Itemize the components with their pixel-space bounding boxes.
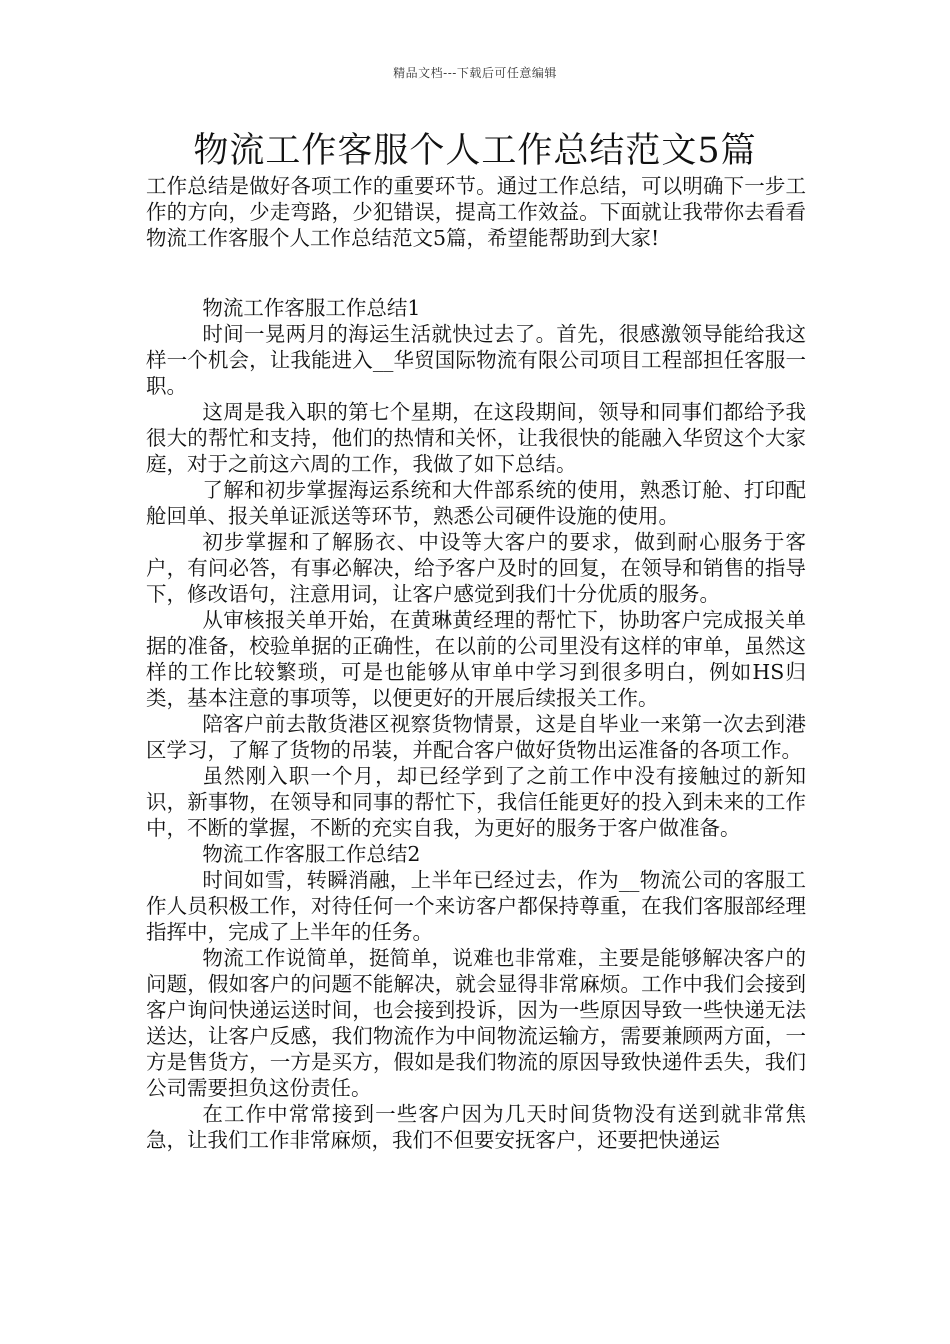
document-title: 物流工作客服个人工作总结范文5篇 [193, 131, 757, 171]
body-paragraph: 物流工作说简单，挺简单，说难也非常难，主要是能够解决客户的问题，假如客户的问题不能解决，就会显得非常麻烦。工作中我们会接到客户询问快递运送时间，也会接到投诉，因为一些原因导致一些快递无法送达，让客户反感，我们物流作为中间物流运输方，需要兼顾两方面，一方是售货方，一方是买方，假如是我们物流的原因导致快递件丢失，我们公司需要担负这份责任。 [146, 946, 806, 1100]
body-paragraph: 陪客户前去散货港区视察货物情景，这是自毕业一来第一次去到港区学习，了解了货物的吊装，并配合客户做好货物出运准备的各项工作。 [146, 712, 806, 762]
body-paragraph: 时间一晃两月的海运生活就快过去了。首先，很感激领导能给我这样一个机会，让我能进入__华贸国际物流有限公司项目工程部担任客服一职。 [146, 322, 806, 398]
section-heading: 物流工作客服工作总结2 [202, 842, 421, 866]
body-paragraph: 这周是我入职的第七个星期，在这段期间，领导和同事们都给予我很大的帮忙和支持，他们的热情和关怀，让我很快的能融入华贸这个大家庭，对于之前这六周的工作，我做了如下总结。 [146, 400, 806, 476]
body-paragraph: 在工作中常常接到一些客户因为几天时间货物没有送到就非常焦急，让我们工作非常麻烦，我们不但要安抚客户，还要把快递运 [146, 1102, 806, 1152]
section-gap [146, 251, 806, 295]
body-paragraph: 从审核报关单开始，在黄琳黄经理的帮忙下，协助客户完成报关单据的准备，校验单据的正确性，在以前的公司里没有这样的审单，虽然这样的工作比较繁琐，可是也能够从审单中学习到很多明白，例如HS归类，基本注意的事项等，以便更好的开展后续报关工作。 [146, 608, 806, 710]
body-paragraph: 时间如雪，转瞬消融，上半年已经过去，作为__物流公司的客服工作人员积极工作，对待任何一个来访客户都保持尊重，在我们客服部经理指挥中，完成了上半年的任务。 [146, 868, 806, 944]
intro-paragraph: 工作总结是做好各项工作的重要环节。通过工作总结，可以明确下一步工作的方向，少走弯路，少犯错误，提高工作效益。下面就让我带你去看看物流工作客服个人工作总结范文5篇，希望能帮助到大家! [146, 174, 806, 250]
body-paragraph: 虽然刚入职一个月，却已经学到了之前工作中没有接触过的新知识，新事物，在领导和同事的帮忙下，我信任能更好的投入到未来的工作中，不断的掌握，不断的充实自我，为更好的服务于客户做准备。 [146, 764, 806, 840]
page-header: 精品文档---下载后可任意编辑 [393, 66, 557, 80]
document-body [146, 173, 806, 1153]
section-heading: 物流工作客服工作总结1 [202, 296, 421, 320]
body-paragraph: 了解和初步掌握海运系统和大件部系统的使用，熟悉订舱、打印配舱回单、报关单证派送等环节，熟悉公司硬件设施的使用。 [146, 478, 806, 528]
body-paragraph: 初步掌握和了解肠衣、中设等大客户的要求，做到耐心服务于客户，有问必答，有事必解决，给予客户及时的回复，在领导和销售的指导下，修改语句，注意用词，让客户感觉到我们十分优质的服务。 [146, 530, 806, 606]
